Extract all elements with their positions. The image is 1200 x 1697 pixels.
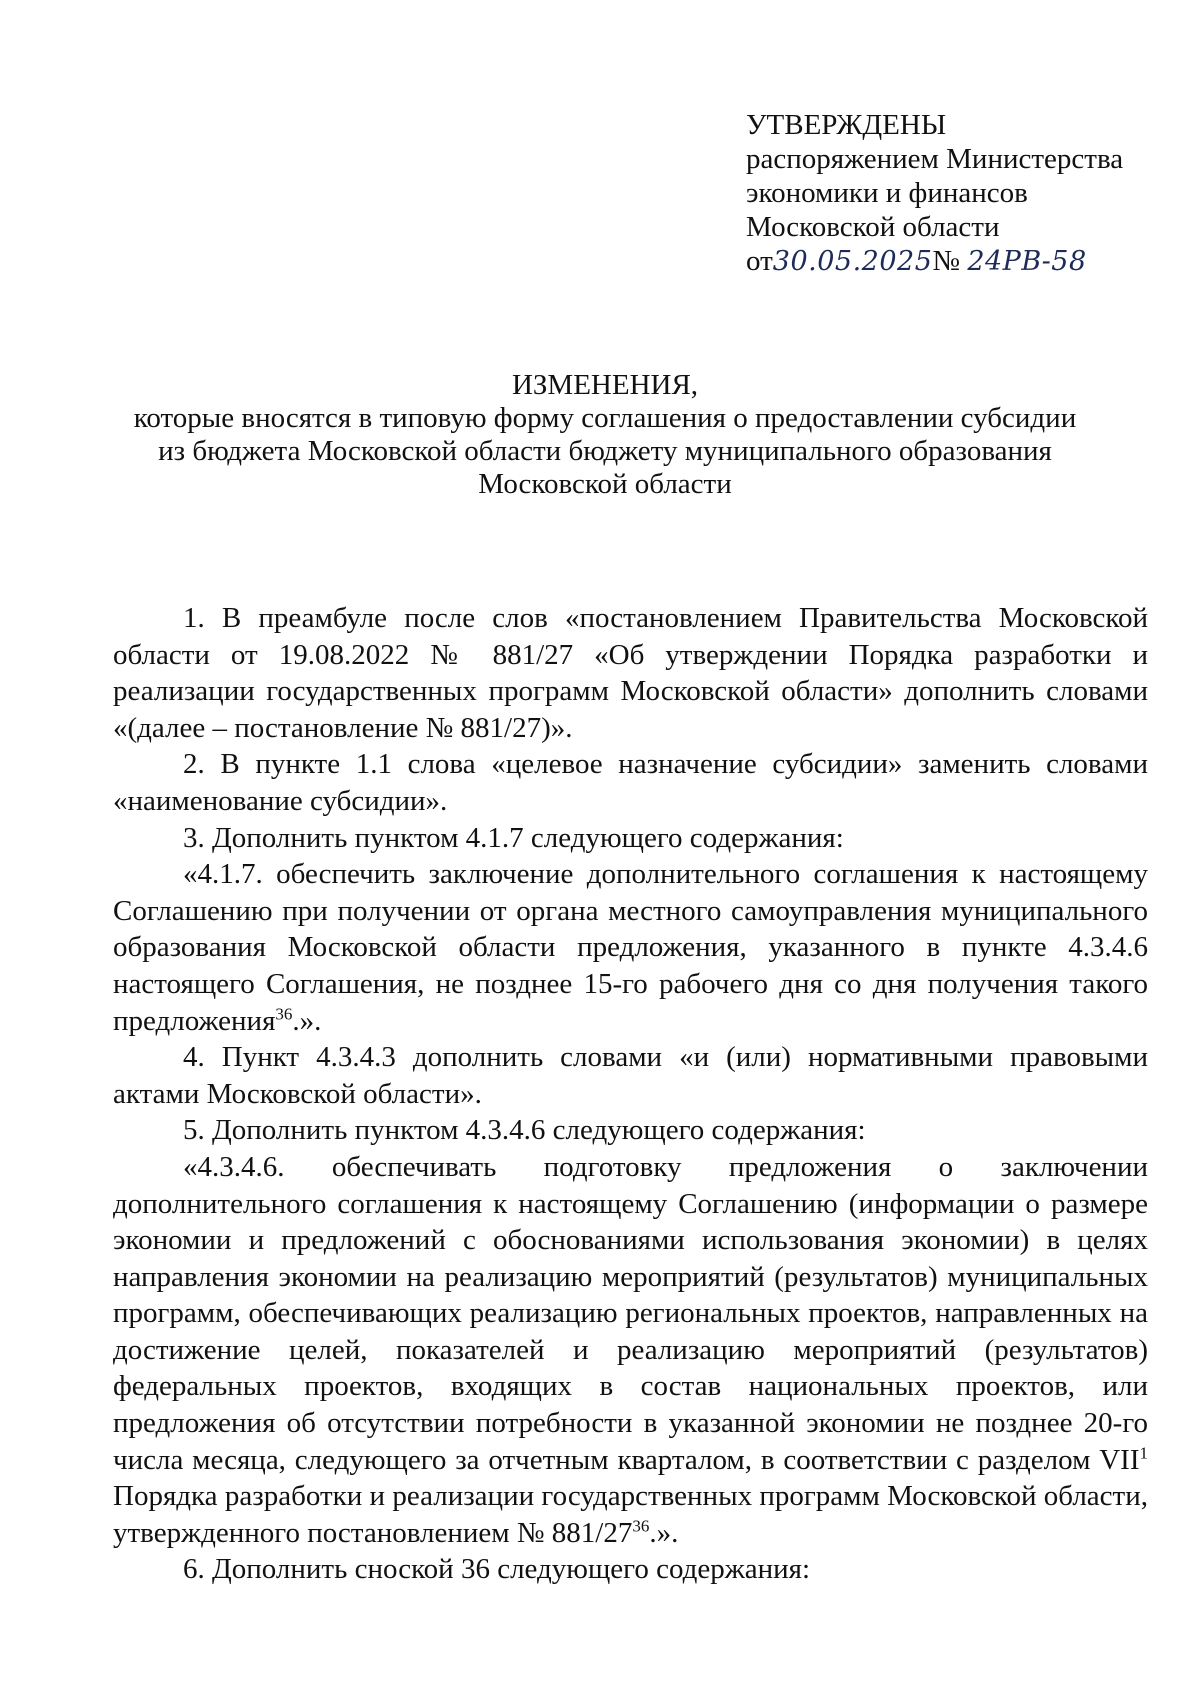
paragraph-4-text: «4.1.7. обеспечить заключение дополнительного соглашения к настоящему Соглашению при получении от органа местного самоуправления муниципального образования Московской области предложения, указанного в пункте 4.3.4.6 настоящего Соглашения, не позднее 15-го рабочего дня со дня получения такого предложения <box>113 858 1148 1037</box>
approval-block <box>746 108 1166 279</box>
approval-line-1: распоряжением Министерства <box>746 143 1124 175</box>
approval-line-3: Московской области <box>746 211 1000 243</box>
section-superscript-1: 1 <box>1139 1443 1148 1462</box>
footnote-ref-36: 36 <box>275 1003 293 1023</box>
paragraph-6: 5. Дополнить пунктом 4.3.4.6 следующего содержания: <box>183 1114 866 1147</box>
paragraph-4-1-7 <box>113 856 1148 1039</box>
paragraph-4-3-4-6 <box>113 1149 1148 1552</box>
paragraph-5: 4. Пункт 4.3.4.3 дополнить словами «и (или) нормативными правовыми актами Московской области». <box>113 1041 1148 1110</box>
footnote-ref-36-b: 36 <box>632 1516 650 1536</box>
paragraph-8: 6. Дополнить сноской 36 следующего содержания: <box>183 1553 811 1586</box>
heading-line-1: которые вносятся в типовую форму соглашения о предоставлении субсидии <box>133 402 1077 434</box>
paragraph-4-end: .». <box>292 1004 322 1037</box>
heading-line-2: из бюджета Московской области бюджету муниципального образования <box>158 435 1052 467</box>
paragraph-3: 3. Дополнить пунктом 4.1.7 следующего содержания: <box>183 821 844 854</box>
paragraph-7-text: «4.3.4.6. обеспечивать подготовку предложения о заключении дополнительного соглашения к настоящему Соглашению (информации о размере экономии и предложений с обоснованиями использования экономии) в целях направления экономии на реализацию мероприятий (результатов) муниципальных программ, обеспечивающих реализацию региональных проектов, направленных на достижение целей, показателей и реализацию мероприятий (результатов) федеральных проектов, входящих в состав национальных проектов, или предложения об отсутствии потребности в указанной экономии не позднее 20-го числа месяца, следующего за отчетным кварталом, в соответствии с разделом VII <box>113 1150 1148 1476</box>
paragraph-1: 1. В преамбуле после слов «постановлением Правительства Московской области от 19.08.2022 № 881/27 «Об утверждении Порядка разработки и реализации государственных программ Московской области» дополнить словами «(далее – постановление № 881/27)». <box>113 602 1148 744</box>
paragraph-7-mid: Порядка разработки и реализации государственных программ Московской области, утвержденного постановлением № 881/27 <box>113 1480 1148 1549</box>
approval-line-2: экономики и финансов <box>746 177 1028 209</box>
approval-date-line <box>746 244 1166 279</box>
handwritten-number: 24РВ-58 <box>967 246 1087 277</box>
heading-line-3: Московской области <box>478 468 732 500</box>
paragraph-7-end: .». <box>649 1516 679 1549</box>
document-body <box>113 600 1148 1588</box>
paragraph-2: 2. В пункте 1.1 слова «целевое назначение субсидии» заменить словами «наименование субсидии». <box>113 748 1148 817</box>
heading-title: ИЗМЕНЕНИЯ, <box>511 369 699 401</box>
handwritten-date: 30.05.2025 <box>772 246 933 277</box>
date-prefix: от <box>746 245 773 277</box>
number-prefix: № <box>932 245 961 277</box>
approval-title: УТВЕРЖДЕНЫ <box>746 109 947 141</box>
document-heading <box>110 369 1100 501</box>
